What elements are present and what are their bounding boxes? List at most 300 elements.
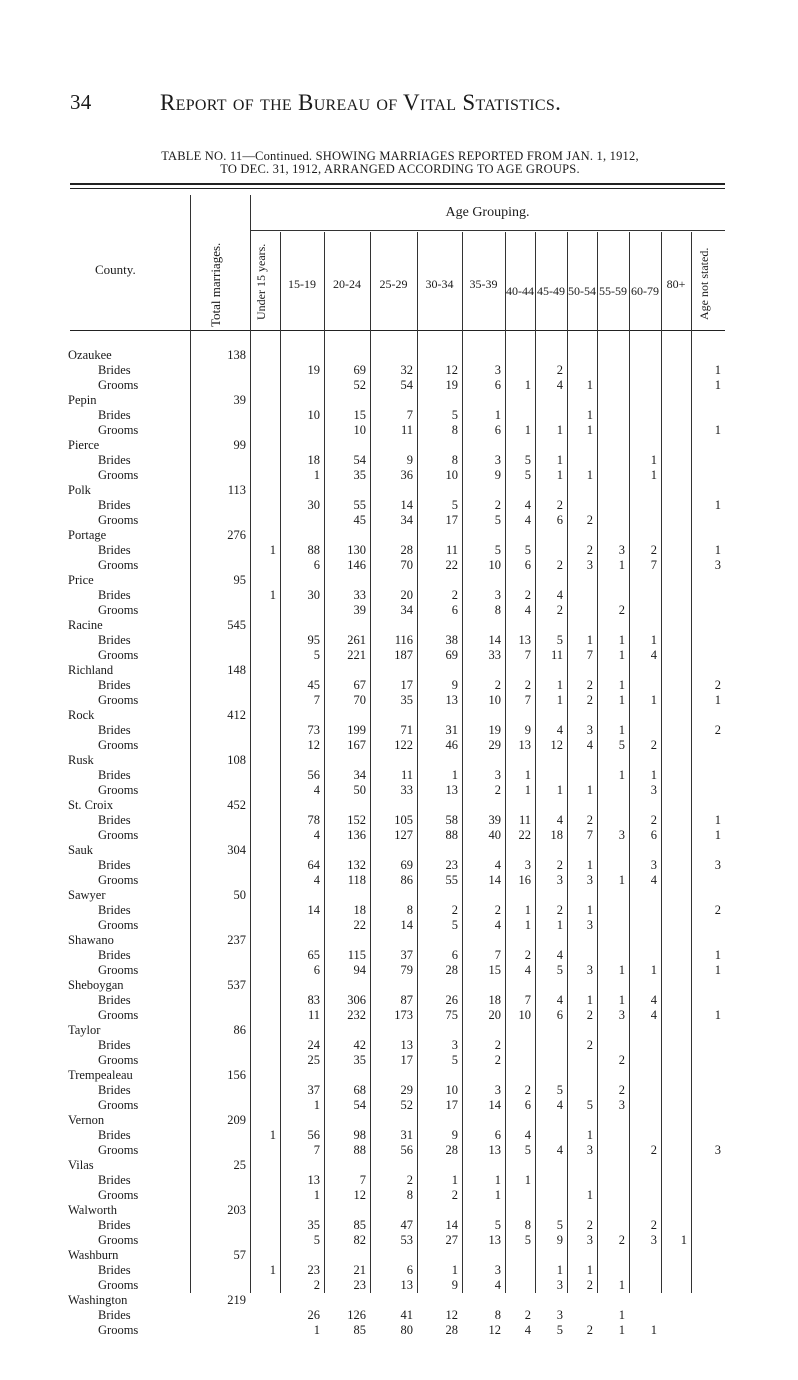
table-cell: 30: [307, 588, 320, 602]
table-cell: 4: [494, 918, 501, 932]
table-cell: 4: [650, 1008, 657, 1022]
table-cell: 3: [618, 828, 625, 842]
table-cell: 1: [586, 858, 593, 872]
top-rule: [70, 183, 725, 185]
table-cell: 1: [313, 1323, 320, 1337]
table-cell: 2: [451, 1188, 458, 1202]
table-cell: 58: [445, 813, 458, 827]
table-cell: 22: [353, 918, 366, 932]
table-cell: 13: [445, 783, 458, 797]
age-column-label: Age not stated.: [697, 247, 711, 320]
table-cell: 14: [445, 1218, 458, 1232]
county-row: [68, 528, 728, 543]
county-row: [68, 618, 728, 633]
table-cell: 8: [406, 1188, 413, 1202]
table-cell: 14: [488, 633, 501, 647]
table-cell: 6: [451, 603, 458, 617]
top-rule-thin: [70, 188, 725, 189]
grooms-row: [68, 603, 728, 618]
row-label: Grooms: [98, 1053, 139, 1067]
table-cell: 2: [494, 1038, 501, 1052]
table-cell: 1: [313, 1098, 320, 1112]
table-cell: 3: [494, 768, 501, 782]
table-cell: 52: [400, 1098, 413, 1112]
table-cell: 2: [586, 678, 593, 692]
table-cell: 1: [269, 1128, 276, 1142]
county-name: Pepin: [68, 393, 97, 407]
table-cell: 3: [714, 558, 721, 572]
table-cell: 69: [353, 363, 366, 377]
brides-row: [68, 633, 728, 648]
brides-row: [68, 858, 728, 873]
row-label: Brides: [98, 858, 131, 872]
table-cell: 116: [394, 633, 413, 647]
age-column-header: [324, 238, 370, 328]
table-cell: 8: [494, 1308, 501, 1322]
table-cell: 23: [307, 1263, 320, 1277]
table-cell: 14: [488, 873, 501, 887]
brides-row: [68, 1128, 728, 1143]
table-cell: 35: [353, 468, 366, 482]
table-cell: 2: [650, 813, 657, 827]
table-cell: 1: [714, 693, 721, 707]
table-cell: 70: [353, 693, 366, 707]
county-row: [68, 798, 728, 813]
table-cell: 1: [714, 948, 721, 962]
age-column-header: [505, 238, 535, 328]
county-row: [68, 573, 728, 588]
table-cell: 25: [233, 1158, 246, 1172]
table-cell: 4: [586, 738, 593, 752]
table-cell: 113: [227, 483, 246, 497]
brides-row: [68, 363, 728, 378]
table-cell: 34: [400, 513, 413, 527]
table-cell: 18: [488, 993, 501, 1007]
table-cell: 23: [445, 858, 458, 872]
table-cell: 13: [488, 1143, 501, 1157]
table-cell: 4: [556, 1143, 563, 1157]
table-cell: 54: [353, 453, 366, 467]
grooms-row: [68, 558, 728, 573]
table-cell: 12: [488, 1323, 501, 1337]
header-rule: [70, 330, 725, 331]
table-cell: 80: [400, 1323, 413, 1337]
table-cell: 3: [556, 873, 563, 887]
table-cell: 9: [451, 1278, 458, 1292]
row-label: Brides: [98, 408, 131, 422]
table-cell: 199: [347, 723, 366, 737]
row-label: Grooms: [98, 468, 139, 482]
brides-row: [68, 903, 728, 918]
table-cell: 29: [400, 1083, 413, 1097]
table-cell: 5: [494, 543, 501, 557]
age-column-label: 80+: [666, 277, 686, 291]
table-cell: 1: [556, 423, 563, 437]
table-cell: 6: [313, 558, 320, 572]
table-cell: 15: [353, 408, 366, 422]
table-cell: 5: [451, 498, 458, 512]
age-column-label: 60-79: [631, 284, 659, 298]
county-row: [68, 1113, 728, 1128]
table-cell: 2: [494, 903, 501, 917]
table-cell: 1: [556, 1263, 563, 1277]
table-cell: 3: [618, 1098, 625, 1112]
grooms-row: [68, 873, 728, 888]
table-cell: 1: [618, 633, 625, 647]
table-cell: 9: [451, 1128, 458, 1142]
table-cell: 55: [445, 873, 458, 887]
age-column-header: [535, 238, 567, 328]
table-cell: 1: [451, 768, 458, 782]
table-cell: 2: [586, 543, 593, 557]
table-cell: 64: [307, 858, 320, 872]
table-caption: [70, 150, 730, 176]
table-cell: 85: [353, 1323, 366, 1337]
table-cell: 2: [650, 1218, 657, 1232]
table-cell: 1: [586, 1188, 593, 1202]
county-row: [68, 1158, 728, 1173]
table-cell: 12: [353, 1188, 366, 1202]
table-cell: 5: [556, 1083, 563, 1097]
table-cell: 39: [488, 813, 501, 827]
table-cell: 7: [524, 993, 531, 1007]
table-cell: 146: [347, 558, 366, 572]
table-cell: 2: [650, 738, 657, 752]
table-cell: 1: [680, 1233, 687, 1247]
county-row: [68, 843, 728, 858]
table-cell: 95: [307, 633, 320, 647]
table-cell: 1: [494, 408, 501, 422]
table-cell: 187: [394, 648, 413, 662]
row-label: Grooms: [98, 918, 139, 932]
table-cell: 1: [451, 1173, 458, 1187]
brides-row: [68, 948, 728, 963]
row-label: Grooms: [98, 1188, 139, 1202]
table-cell: 108: [227, 753, 246, 767]
table-cell: 1: [714, 423, 721, 437]
county-name: Ozaukee: [68, 348, 112, 362]
brides-row: [68, 453, 728, 468]
table-cell: 2: [714, 723, 721, 737]
table-cell: 1: [586, 423, 593, 437]
county-name: Vilas: [68, 1158, 94, 1172]
table-cell: 2: [650, 1143, 657, 1157]
row-label: Brides: [98, 903, 131, 917]
table-cell: 2: [618, 1083, 625, 1097]
table-cell: 35: [400, 693, 413, 707]
table-cell: 13: [518, 738, 531, 752]
table-cell: 1: [618, 723, 625, 737]
county-name: Taylor: [68, 1023, 101, 1037]
table-cell: 237: [227, 933, 246, 947]
table-cell: 32: [400, 363, 413, 377]
table-cell: 17: [400, 678, 413, 692]
table-cell: 28: [400, 543, 413, 557]
table-cell: 5: [524, 1143, 531, 1157]
table-cell: 57: [233, 1248, 246, 1262]
grooms-row: [68, 468, 728, 483]
table-cell: 39: [233, 393, 246, 407]
row-label: Brides: [98, 948, 131, 962]
table-cell: 13: [400, 1038, 413, 1052]
table-cell: 2: [494, 498, 501, 512]
table-cell: 8: [451, 423, 458, 437]
table-cell: 2: [714, 903, 721, 917]
table-cell: 1: [586, 993, 593, 1007]
table-cell: 3: [494, 1083, 501, 1097]
table-cell: 5: [524, 1233, 531, 1247]
table-cell: 10: [445, 1083, 458, 1097]
table-cell: 33: [488, 648, 501, 662]
table-cell: 19: [307, 363, 320, 377]
table-cell: 1: [714, 813, 721, 827]
table-cell: 7: [586, 648, 593, 662]
table-cell: 4: [524, 1128, 531, 1142]
table-cell: 20: [400, 588, 413, 602]
table-cell: 306: [347, 993, 366, 1007]
table-cell: 25: [307, 1053, 320, 1067]
table-cell: 2: [494, 783, 501, 797]
table-cell: 545: [227, 618, 246, 632]
table-cell: 79: [400, 963, 413, 977]
grooms-row: [68, 1233, 728, 1248]
table-cell: 6: [524, 1098, 531, 1112]
age-column-label: 45-49: [537, 284, 565, 298]
table-cell: 88: [353, 1143, 366, 1157]
table-cell: 56: [400, 1143, 413, 1157]
brides-row: [68, 678, 728, 693]
table-cell: 56: [307, 1128, 320, 1142]
table-cell: 5: [494, 1218, 501, 1232]
table-cell: 10: [353, 423, 366, 437]
table-cell: 7: [524, 693, 531, 707]
table-cell: 2: [406, 1173, 413, 1187]
table-cell: 18: [353, 903, 366, 917]
county-row: [68, 348, 728, 363]
table-cell: 2: [524, 948, 531, 962]
table-cell: 2: [586, 1008, 593, 1022]
table-cell: 2: [556, 603, 563, 617]
table-cell: 261: [347, 633, 366, 647]
table-cell: 99: [233, 438, 246, 452]
table-cell: 14: [400, 498, 413, 512]
table-cell: 68: [353, 1083, 366, 1097]
table-cell: 14: [400, 918, 413, 932]
table-cell: 3: [618, 1008, 625, 1022]
county-name: Pierce: [68, 438, 100, 452]
table-cell: 105: [394, 813, 413, 827]
brides-row: [68, 498, 728, 513]
age-column-header: [417, 238, 462, 328]
table-cell: 6: [494, 1128, 501, 1142]
brides-row: [68, 588, 728, 603]
table-cell: 26: [445, 993, 458, 1007]
table-cell: 67: [353, 678, 366, 692]
county-name: Sawyer: [68, 888, 106, 902]
table-cell: 5: [556, 1218, 563, 1232]
grooms-row: [68, 828, 728, 843]
table-cell: 55: [353, 498, 366, 512]
county-name: Sheboygan: [68, 978, 124, 992]
grooms-row: [68, 1098, 728, 1113]
table-cell: 40: [488, 828, 501, 842]
row-label: Brides: [98, 363, 131, 377]
table-cell: 37: [400, 948, 413, 962]
table-cell: 3: [494, 588, 501, 602]
table-cell: 4: [650, 993, 657, 1007]
table-cell: 148: [227, 663, 246, 677]
table-cell: 4: [556, 723, 563, 737]
table-cell: 1: [586, 633, 593, 647]
county-row: [68, 1023, 728, 1038]
grooms-row: [68, 378, 728, 393]
grooms-row: [68, 513, 728, 528]
table-cell: 2: [586, 693, 593, 707]
table-cell: 1: [269, 1263, 276, 1277]
table-cell: 4: [650, 648, 657, 662]
caption-line-1: TABLE NO. 11—Continued. SHOWING MARRIAGES REPORTED FROM JAN. 1, 1912,: [161, 149, 639, 163]
row-label: Grooms: [98, 558, 139, 572]
table-cell: 11: [307, 1008, 320, 1022]
table-cell: 36: [400, 468, 413, 482]
row-label: Grooms: [98, 1143, 139, 1157]
county-name: Portage: [68, 528, 107, 542]
table-cell: 1: [714, 828, 721, 842]
row-label: Grooms: [98, 1278, 139, 1292]
row-label: Brides: [98, 498, 131, 512]
table-cell: 24: [307, 1038, 320, 1052]
table-cell: 3: [618, 543, 625, 557]
row-label: Brides: [98, 588, 131, 602]
table-cell: 3: [524, 858, 531, 872]
table-cell: 27: [445, 1233, 458, 1247]
grooms-row: [68, 783, 728, 798]
table-cell: 221: [347, 648, 366, 662]
brides-row: [68, 1263, 728, 1278]
table-cell: 2: [618, 1233, 625, 1247]
table-cell: 1: [586, 903, 593, 917]
column-group-header: Age Grouping.: [445, 205, 530, 220]
table-cell: 13: [445, 693, 458, 707]
table-cell: 50: [233, 888, 246, 902]
table-cell: 2: [586, 1038, 593, 1052]
table-cell: 156: [227, 1068, 246, 1082]
table-cell: 83: [307, 993, 320, 1007]
age-column-label: 40-44: [506, 284, 534, 298]
table-cell: 5: [451, 408, 458, 422]
table-cell: 167: [347, 738, 366, 752]
table-cell: 12: [307, 738, 320, 752]
county-row: [68, 1293, 728, 1308]
table-cell: 6: [524, 558, 531, 572]
table-cell: 82: [353, 1233, 366, 1247]
table-cell: 6: [406, 1263, 413, 1277]
column-header-total: Total marriages.: [208, 242, 223, 327]
grooms-row: [68, 1053, 728, 1068]
county-name: Walworth: [68, 1203, 117, 1217]
table-cell: 9: [556, 1233, 563, 1247]
group-rule: [250, 230, 725, 231]
county-row: [68, 753, 728, 768]
county-row: [68, 483, 728, 498]
table-cell: 1: [714, 363, 721, 377]
county-name: St. Croix: [68, 798, 114, 812]
county-row: [68, 393, 728, 408]
age-column-header: [462, 238, 505, 328]
table-cell: 1: [650, 963, 657, 977]
table-cell: 6: [494, 378, 501, 392]
table-cell: 15: [488, 963, 501, 977]
table-cell: 1: [586, 1263, 593, 1277]
table-cell: 2: [586, 1278, 593, 1292]
table-cell: 4: [524, 498, 531, 512]
row-label: Grooms: [98, 648, 139, 662]
county-name: Washington: [68, 1293, 128, 1307]
table-cell: 5: [556, 633, 563, 647]
caption-line-2: TO DEC. 31, 1912, ARRANGED ACCORDING TO AGE GROUPS.: [220, 162, 580, 176]
table-cell: 10: [307, 408, 320, 422]
table-cell: 412: [227, 708, 246, 722]
table-cell: 26: [307, 1308, 320, 1322]
table-cell: 9: [494, 468, 501, 482]
table-cell: 3: [494, 1263, 501, 1277]
county-row: [68, 978, 728, 993]
row-label: Brides: [98, 1218, 131, 1232]
table-cell: 2: [586, 513, 593, 527]
table-cell: 5: [494, 513, 501, 527]
table-cell: 2: [556, 363, 563, 377]
table-cell: 2: [650, 543, 657, 557]
table-cell: 16: [518, 873, 531, 887]
row-label: Grooms: [98, 1323, 139, 1337]
table-cell: 20: [488, 1008, 501, 1022]
table-cell: 1: [556, 783, 563, 797]
table-cell: 1: [714, 378, 721, 392]
table-cell: 45: [353, 513, 366, 527]
table-cell: 4: [313, 873, 320, 887]
table-cell: 1: [556, 468, 563, 482]
table-cell: 17: [445, 513, 458, 527]
table-cell: 219: [227, 1293, 246, 1307]
table-cell: 8: [451, 453, 458, 467]
table-cell: 7: [524, 648, 531, 662]
row-label: Grooms: [98, 423, 139, 437]
table-cell: 45: [307, 678, 320, 692]
table-cell: 21: [353, 1263, 366, 1277]
table-cell: 5: [313, 648, 320, 662]
grooms-row: [68, 1008, 728, 1023]
table-cell: 1: [618, 768, 625, 782]
table-cell: 54: [353, 1098, 366, 1112]
table-cell: 9: [451, 678, 458, 692]
row-label: Brides: [98, 633, 131, 647]
age-column-header: [280, 238, 324, 328]
table-cell: 23: [353, 1278, 366, 1292]
table-cell: 2: [494, 1053, 501, 1067]
table-cell: 33: [400, 783, 413, 797]
row-label: Brides: [98, 1263, 131, 1277]
table-cell: 3: [586, 918, 593, 932]
table-cell: 3: [714, 858, 721, 872]
county-row: [68, 438, 728, 453]
table-cell: 1: [269, 543, 276, 557]
age-column-label: 35-39: [469, 277, 498, 291]
table-cell: 31: [445, 723, 458, 737]
row-label: Grooms: [98, 1233, 139, 1247]
table-cell: 3: [556, 1308, 563, 1322]
age-column-label: 55-59: [599, 284, 627, 298]
table-cell: 4: [313, 828, 320, 842]
